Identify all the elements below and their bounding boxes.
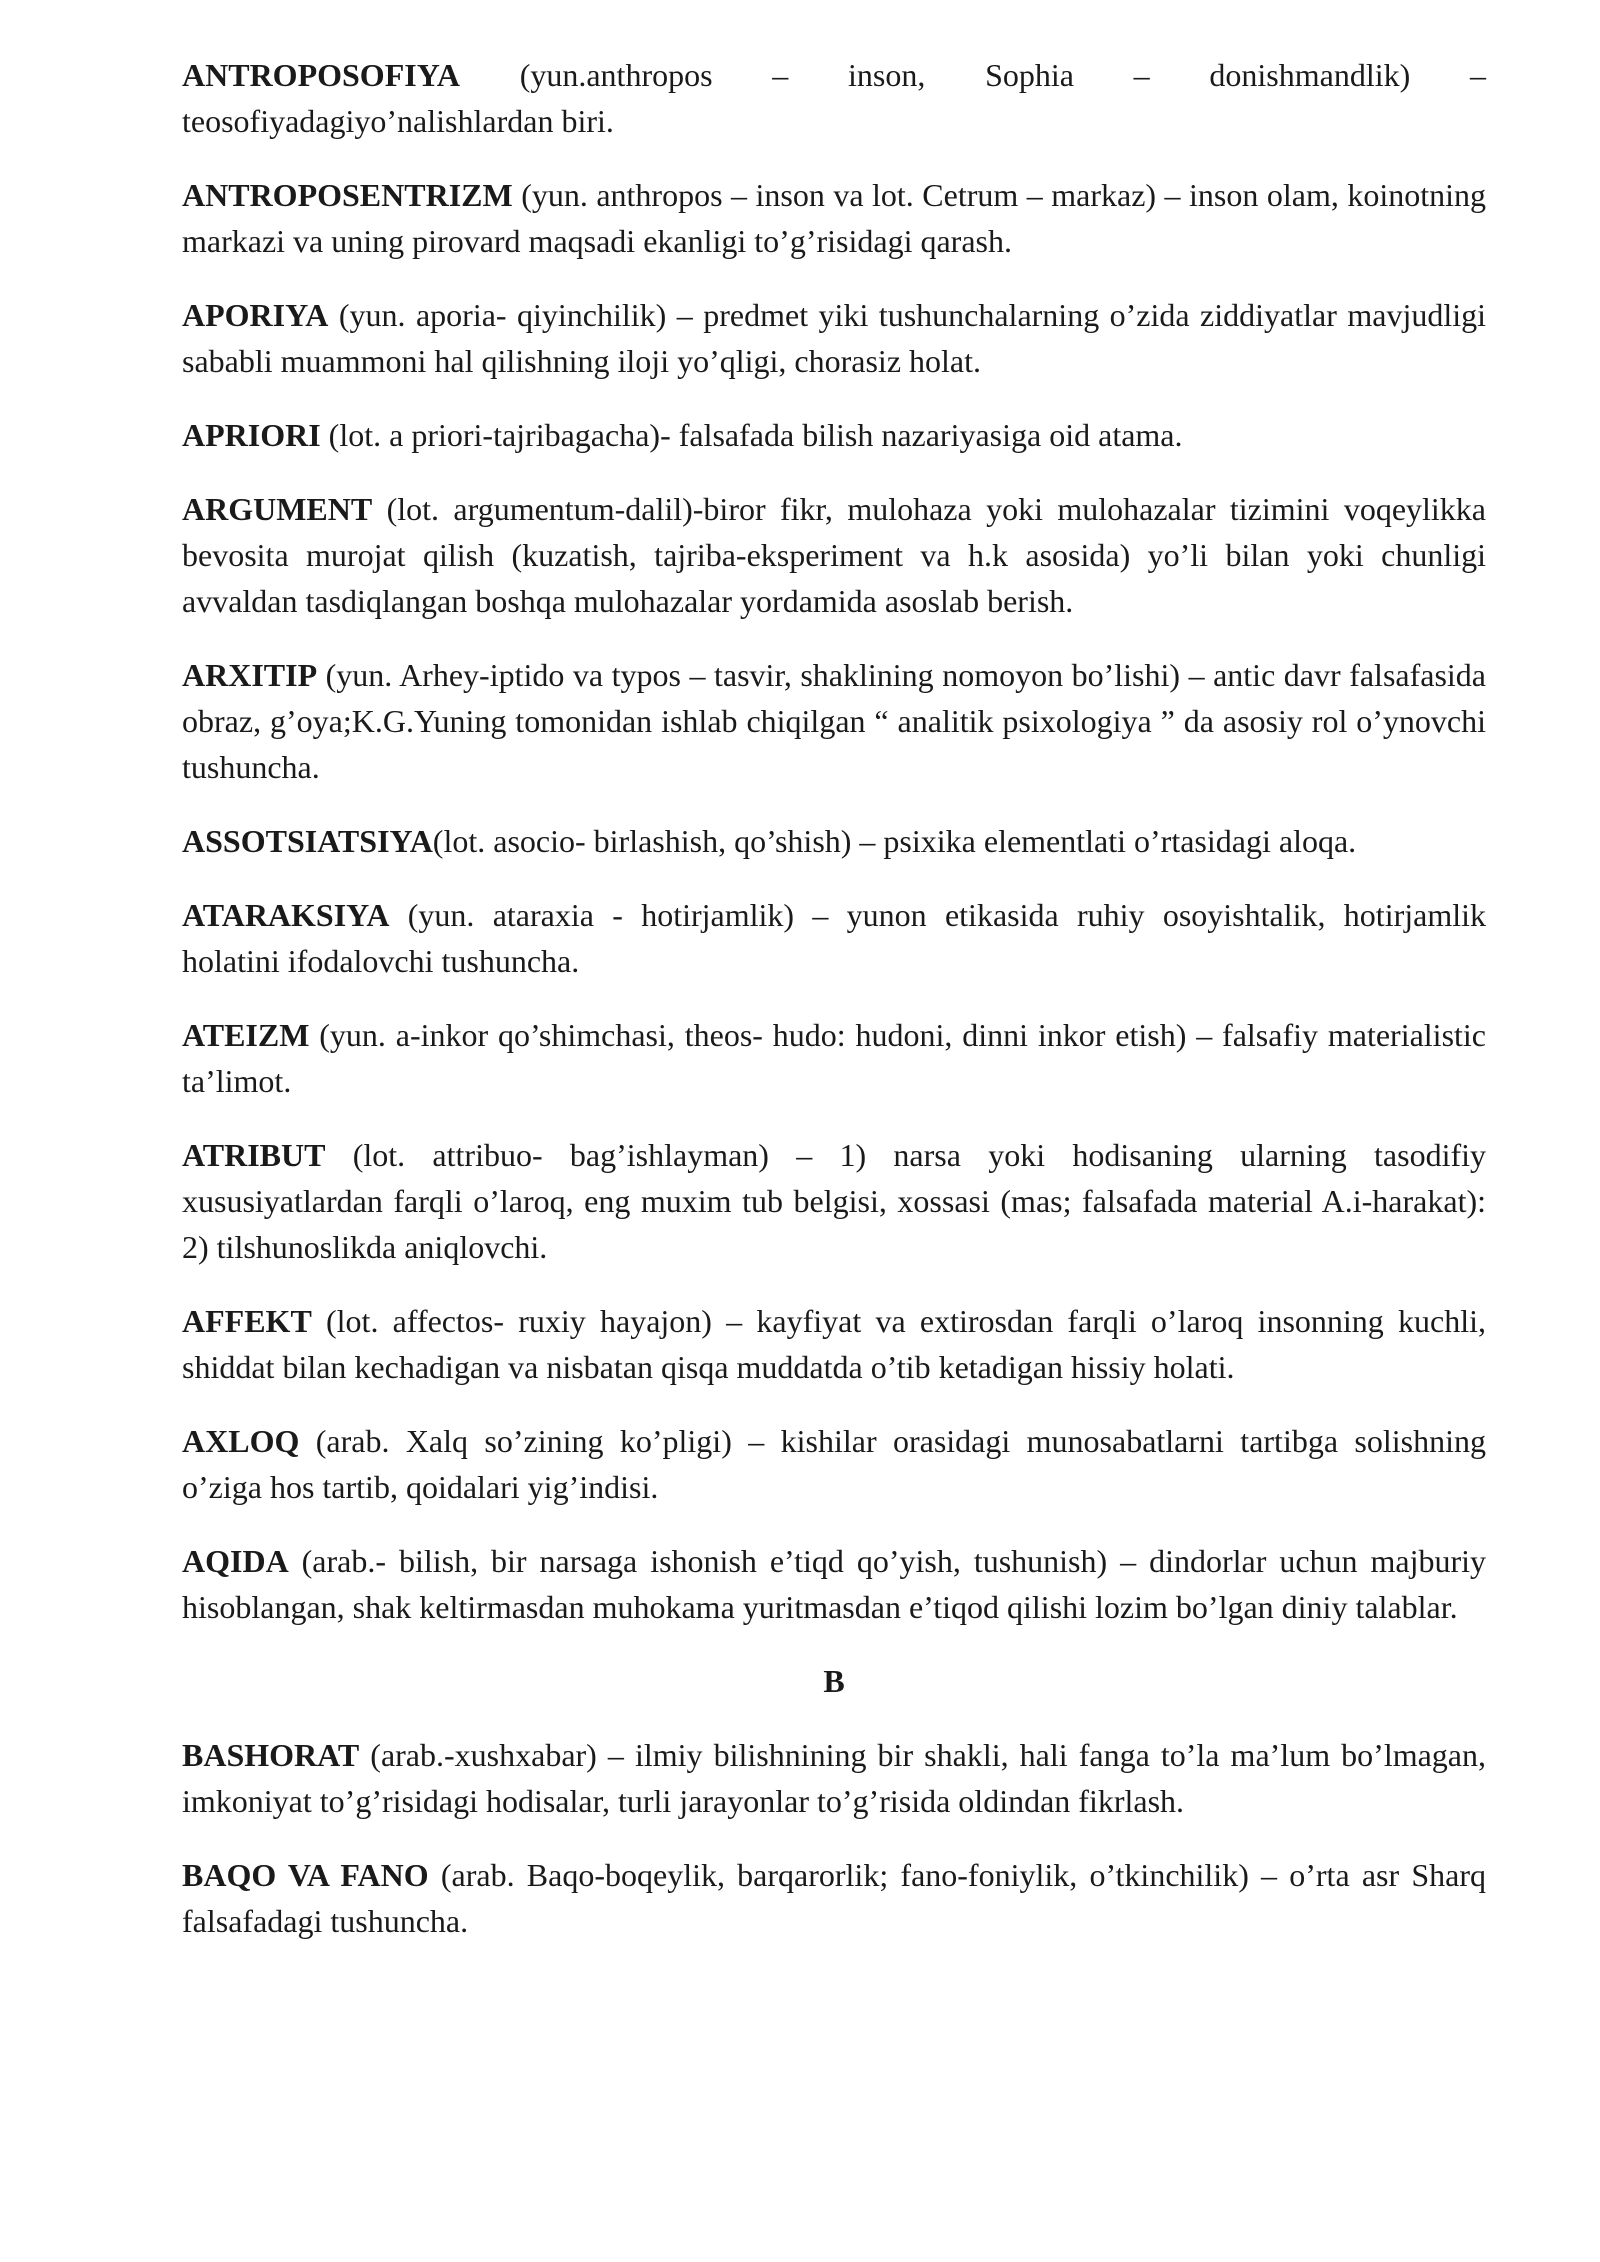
entry-term: ANTROPOSENTRIZM <box>182 177 513 213</box>
entry-definition: (arab.-xushxabar) – ilmiy bilishnining bir shakli, hali fanga to’la ma’lum bo’lmagan, imkoniyat to’g’risidagi hodisalar, turli jarayonlar to’g’risida oldindan fikrlash. <box>182 1737 1486 1819</box>
glossary-entry-apriori <box>182 412 1486 458</box>
glossary-entry-ateizm <box>182 1012 1486 1104</box>
glossary-entry-ataraksiya <box>182 892 1486 984</box>
entry-term: ASSOTSIATSIYA <box>182 823 433 859</box>
entry-term: AFFEKT <box>182 1303 312 1339</box>
glossary-entry-antroposofiya <box>182 52 1486 144</box>
glossary-entry-atribut <box>182 1132 1486 1270</box>
glossary-entry-arxitip <box>182 652 1486 790</box>
entry-definition: (lot. asocio- birlashish, qo’shish) – psixika elementlati o’rtasidagi aloqa. <box>432 823 1357 859</box>
entry-term: APORIYA <box>182 297 329 333</box>
entry-definition: (lot. attribuo- bag’ishlayman) – 1) narsa yoki hodisaning ularning tasodifiy xususiyatlardan farqli o’laroq, eng muxim tub belgisi, xossasi (mas; falsafada material A.i-harakat): 2) tilshunoslikda aniqlovchi. <box>182 1137 1486 1265</box>
entry-definition: (lot. affectos- ruxiy hayajon) – kayfiyat va extirosdan farqli o’laroq insonning kuchli, shiddat bilan kechadigan va nisbatan qisqa muddatda o’tib ketadigan hissiy holati. <box>182 1303 1486 1385</box>
entry-term: ATRIBUT <box>182 1137 326 1173</box>
entry-definition: (lot. argumentum-dalil)-biror fikr, mulohaza yoki mulohazalar tizimini voqeylikka bevosita murojat qilish (kuzatish, tajriba-eksperiment va h.k asosida) yo’li bilan yoki chunligi avvaldan tasdiqlangan boshqa mulohazalar yordamida asoslab berish. <box>182 491 1486 619</box>
glossary-entry-aqida <box>182 1538 1486 1630</box>
entry-definition: (arab.- bilish, bir narsaga ishonish e’tiqd qo’yish, tushunish) – dindorlar uchun majburiy hisoblangan, shak keltirmasdan muhokama yuritmasdan e’tiqod qilishi lozim bo’lgan diniy talablar. <box>182 1543 1486 1625</box>
glossary-entry-bashorat <box>182 1732 1486 1824</box>
entry-term: BASHORAT <box>182 1737 360 1773</box>
entry-definition: (yun. a-inkor qo’shimchasi, theos- hudo: hudoni, dinni inkor etish) – falsafiy materialistic ta’limot. <box>182 1017 1486 1099</box>
entry-definition: (yun. anthropos – inson va lot. Cetrum – markaz) – inson olam, koinotning markazi va uning pirovard maqsadi ekanligi to’g’risidagi qarash. <box>182 177 1486 259</box>
section-letter-heading: B <box>823 1663 845 1699</box>
entry-term: ATEIZM <box>182 1017 310 1053</box>
glossary-entry-baqo-va-fano <box>182 1852 1486 1944</box>
glossary-entry-antroposentrizm <box>182 172 1486 264</box>
entry-term: ATARAKSIYA <box>182 897 390 933</box>
entry-term: AQIDA <box>182 1543 289 1579</box>
entry-definition: (lot. a priori-tajribagacha)- falsafada bilish nazariyasiga oid atama. <box>320 417 1183 453</box>
entry-definition: (arab. Baqo-boqeylik, barqarorlik; fano-foniylik, o’tkinchilik) – o’rta asr Sharq falsafadagi tushuncha. <box>182 1857 1487 1939</box>
entry-definition: (yun. ataraxia - hotirjamlik) – yunon etikasida ruhiy osoyishtalik, hotirjamlik holatini ifodalovchi tushuncha. <box>182 897 1486 979</box>
entry-definition: (yun. aporia- qiyinchilik) – predmet yiki tushunchalarning o’zida ziddiyatlar mavjudligi sababli muammoni hal qilishning iloji yo’qligi, chorasiz holat. <box>182 297 1486 379</box>
glossary-entry-aporiya <box>182 292 1486 384</box>
entry-term: ARGUMENT <box>182 491 373 527</box>
document-page <box>182 52 1486 1972</box>
glossary-entry-axloq <box>182 1418 1486 1510</box>
entry-term: AXLOQ <box>182 1423 300 1459</box>
entry-term: APRIORI <box>182 417 321 453</box>
entry-definition: (arab. Xalq so’zining ko’pligi) – kishilar orasidagi munosabatlarni tartibga solishning o’ziga hos tartib, qoidalari yig’indisi. <box>182 1423 1486 1505</box>
entry-term: BAQO VA FANO <box>182 1857 429 1893</box>
entry-term: ARXITIP <box>182 657 318 693</box>
entry-term: ANTROPOSOFIYA <box>182 57 460 93</box>
glossary-entry-assotsiatsiya <box>182 818 1486 864</box>
entry-definition: (yun.anthropos – inson, Sophia – donishmandlik) – teosofiyadagiyo’nalishlardan biri. <box>182 57 1486 139</box>
glossary-entry-affekt <box>182 1298 1486 1390</box>
entry-definition: (yun. Arhey-iptido va typos – tasvir, shaklining nomoyon bo’lishi) – antic davr falsafasida obraz, g’oya;K.G.Yuning tomonidan ishlab chiqilgan “ analitik psixologiya ” da asosiy rol o’ynovchi tushuncha. <box>182 657 1486 785</box>
glossary-entry-argument <box>182 486 1486 624</box>
